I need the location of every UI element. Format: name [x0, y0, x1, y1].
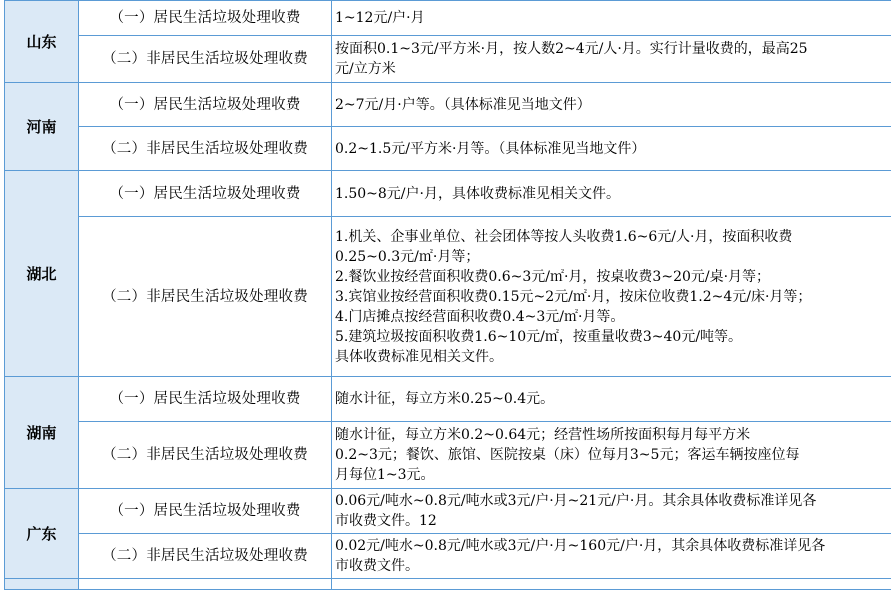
fee-category: （二）非居民生活垃圾处理收费 [79, 217, 332, 377]
fee-standard-line: 5.建筑垃圾按面积收费1.6~10元/㎡，按重量收费3~40元/吨等。 [335, 327, 891, 347]
fee-standard [332, 127, 891, 171]
fee-category: （一）居民生活垃圾处理收费 [79, 489, 332, 534]
fee-standard-line: 0.02元/吨水~0.8元/吨水或3元/户·月~160元/户·月，其余具体收费标准详见各 [335, 536, 891, 556]
fee-standard-line: 市收费文件。 [335, 556, 891, 576]
fee-category: （二）非居民生活垃圾处理收费 [79, 36, 332, 83]
fee-standard-line: 4.门店摊点按经营面积收费0.4~3元/㎡·月等。 [335, 307, 891, 327]
fee-category: （二）非居民生活垃圾处理收费 [79, 127, 332, 171]
province-name: 山东 [5, 1, 79, 83]
table-row [5, 83, 891, 127]
fee-standard-line: 0.2~3元；餐饮、旅馆、医院按桌（床）位每月3~5元；客运车辆按座位每 [335, 445, 891, 465]
empty-cell [332, 579, 891, 590]
table-row [5, 534, 891, 579]
fee-category: （二）非居民生活垃圾处理收费 [79, 422, 332, 489]
empty-cell [5, 579, 79, 590]
table-row [5, 422, 891, 489]
fee-standard-line: 1.机关、企事业单位、社会团体等按人头收费1.6~6元/人·月，按面积收费 [335, 227, 891, 247]
fee-standard-line: 1~12元/户·月 [335, 8, 891, 28]
fee-standard-line: 具体收费标准见相关文件。 [335, 347, 891, 367]
province-name: 河南 [5, 83, 79, 171]
fee-standard [332, 36, 891, 83]
fee-category: （一）居民生活垃圾处理收费 [79, 83, 332, 127]
fee-category: （二）非居民生活垃圾处理收费 [79, 534, 332, 579]
fee-standard-line: 随水计征，每立方米0.25~0.4元。 [335, 389, 891, 409]
fee-category: （一）居民生活垃圾处理收费 [79, 377, 332, 422]
province-name: 湖南 [5, 377, 79, 489]
fee-standard [332, 489, 891, 534]
fee-standard [332, 83, 891, 127]
fee-standard [332, 171, 891, 217]
fee-standard-line: 0.25~0.3元/㎡·月等； [335, 247, 891, 267]
table-row [5, 217, 891, 377]
fee-standard [332, 422, 891, 489]
fee-standard-line: 市收费文件。12 [335, 511, 891, 531]
fee-standard-line: 月每位1~3元。 [335, 465, 891, 485]
table-row [5, 127, 891, 171]
fee-standard-line: 0.2~1.5元/平方米·月等。（具体标准见当地文件） [335, 139, 891, 159]
fee-standard-table [4, 0, 891, 590]
table-row [5, 489, 891, 534]
table-row [5, 377, 891, 422]
fee-standard-line: 按面积0.1~3元/平方米·月，按人数2~4元/人·月。实行计量收费的，最高25 [335, 39, 891, 59]
fee-standard [332, 1, 891, 36]
fee-standard-line: 3.宾馆业按经营面积收费0.15元~2元/㎡·月，按床位收费1.2~4元/床·月等； [335, 287, 891, 307]
empty-cell [79, 579, 332, 590]
fee-standard-line: 2.餐饮业按经营面积收费0.6~3元/㎡·月，按桌收费3~20元/桌·月等； [335, 267, 891, 287]
province-name: 广东 [5, 489, 79, 579]
fee-standard [332, 377, 891, 422]
table-row-partial-bottom [5, 579, 891, 590]
fee-standard-line: 1.50~8元/户·月，具体收费标准见相关文件。 [335, 184, 891, 204]
fee-standard-line: 随水计征，每立方米0.2~0.64元；经营性场所按面积每月每平方米 [335, 425, 891, 445]
fee-category: （一）居民生活垃圾处理收费 [79, 171, 332, 217]
table-row [5, 171, 891, 217]
province-name: 湖北 [5, 171, 79, 377]
fee-standard-line: 0.06元/吨水~0.8元/吨水或3元/户·月~21元/户·月。其余具体收费标准详见各 [335, 491, 891, 511]
fee-standard-line: 2~7元/月·户等。（具体标准见当地文件） [335, 95, 891, 115]
fee-category: （一）居民生活垃圾处理收费 [79, 1, 332, 36]
table-row [5, 36, 891, 83]
table-row [5, 1, 891, 36]
fee-standard [332, 217, 891, 377]
fee-standard [332, 534, 891, 579]
fee-standard-line: 元/立方米 [335, 59, 891, 79]
